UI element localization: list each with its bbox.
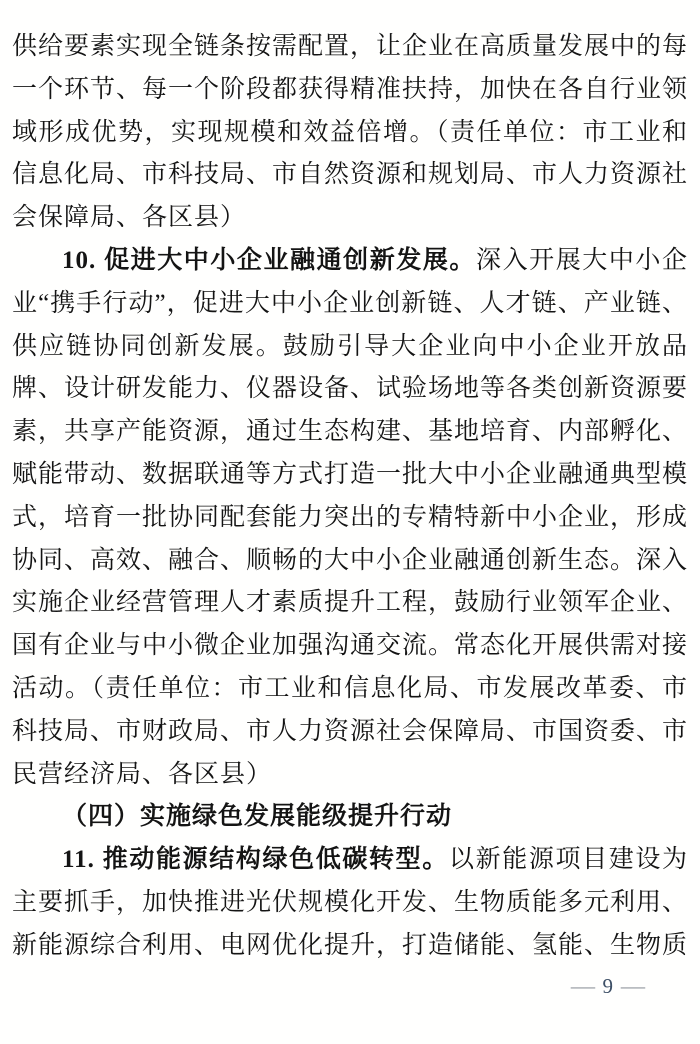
item-title: 11. 推动能源结构绿色低碳转型。	[62, 846, 449, 874]
body-text: 以新能源项目建设为主要抓手，加快推进光伏规模化开发、生物质能多元利用、新能源综合利用、电网优化提升，打造储能、氢能、生物质	[12, 846, 689, 959]
page-footer	[572, 974, 645, 998]
responsibility-unit: （责任单位：市工业和信息化局、市发展改革委、市科技局、市财政局、市人力资源社会保障局、市国资委、市民营经济局、各区县）	[12, 674, 689, 788]
paragraph-item-11	[12, 839, 688, 967]
body-text: 深入开展大中小企业“携手行动”，促进大中小企业创新链、人才链、产业链、供应链协同创新发展。鼓励引导大企业向中小企业开放品牌、设计研发能力、仪器设备、试验场地等各类创新资源要素，共享产能资源，通过生态构建、基地培育、内部孵化、赋能带动、数据联通等方式打造一批大中小企业融通典型模式，培育一批协同配套能力突出的专精特新中小企业，形成协同、高效、融合、顺畅的大中小企业融通创新生态。深入实施企业经营管理人才素质提升工程，鼓励行业领军企业、国有企业与中小微企业加强沟通交流。常态化开展供需对接活动。	[12, 246, 689, 702]
page-number-dash-right: —	[620, 973, 646, 998]
responsibility-unit: （责任单位：市工业和信息化局、市科技局、市自然资源和规划局、市人力资源社会保障局、各区县）	[12, 118, 689, 232]
paragraph-item-10	[12, 240, 688, 796]
body-text: 供给要素实现全链条按需配置，让企业在高质量发展中的每一个环节、每一个阶段都获得精准扶持，加快在各自行业领域形成优势，实现规模和效益倍增。	[12, 33, 689, 146]
page-number-dash-left: —	[570, 973, 595, 998]
section-heading-text: （四）实施绿色发展能级提升行动	[62, 803, 453, 831]
section-heading	[12, 796, 688, 839]
page-number: 9	[602, 974, 613, 998]
item-title: 10. 促进大中小企业融通创新发展。	[62, 246, 477, 274]
paragraph-continuation	[12, 26, 688, 240]
